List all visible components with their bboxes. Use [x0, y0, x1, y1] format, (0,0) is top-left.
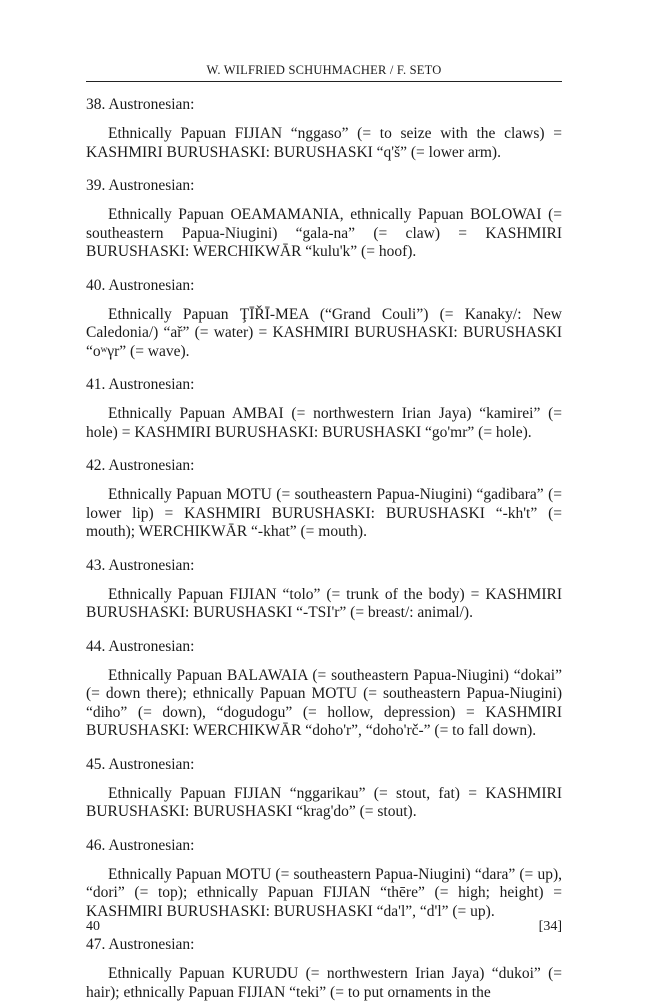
entry-47	[86, 935, 562, 1002]
entry-39	[86, 176, 562, 262]
entry-text: Ethnically Papuan FIJIAN “tolo” (= trunk of the body) = KASHMIRI BURUSHASKI: BURUSHASKI “-TSI'r” (= breast/: animal/).	[86, 585, 562, 621]
entry-number: 40. Austronesian:	[86, 276, 195, 294]
entry-text: Ethnically Papuan AMBAI (= northwestern Irian Jaya) “kamirei” (= hole) = KASHMIRI BURUSHASKI: BURUSHASKI “go'mr” (= hole).	[86, 405, 562, 441]
entry-number: 41. Austronesian:	[86, 376, 195, 393]
entry-number: 43. Austronesian:	[86, 556, 195, 574]
entry-41	[86, 375, 562, 442]
page-number: 40	[86, 919, 100, 934]
entry-40	[86, 276, 562, 362]
entry-text: Ethnically Papuan KURUDU (= northwestern Irian Jaya) “dukoi” (= hair); ethnically Papuan FIJIAN “teki” (= to put ornaments in the	[86, 965, 562, 1001]
entry-number: 45. Austronesian:	[86, 755, 195, 773]
entry-number: 38. Austronesian:	[86, 96, 195, 113]
page-reference: [34]	[538, 919, 562, 934]
entry-text: Ethnically Papuan MOTU (= southeastern Papua-Niugini) “dara” (= up), “dori” (= top); ethnically Papuan FIJIAN “thēre” (= high; height) = KASHMIRI BURUSHASKI: BURUSHASKI “da'l”, “d'l” (= up).	[86, 865, 562, 920]
entry-43	[86, 556, 562, 623]
entry-42	[86, 456, 562, 542]
entry-number: 46. Austronesian:	[86, 836, 195, 854]
entry-46	[86, 836, 562, 922]
entry-text: Ethnically Papuan ŢĪŘĪ-MEA (“Grand Couli”) (= Kanaky/: New Caledonia/) “ař” (= water) = KASHMIRI BURUSHASKI: BURUSHASKI “oʷγr” (= wave).	[86, 305, 562, 360]
entry-number: 39. Austronesian:	[86, 177, 195, 194]
entry-number: 47. Austronesian:	[86, 936, 195, 953]
entry-number: 44. Austronesian:	[86, 637, 195, 655]
entry-text: Ethnically Papuan MOTU (= southeastern Papua-Niugini) “gadibara” (= lower lip) = KASHMIRI BURUSHASKI: BURUSHASKI “-kh't” (= mouth); WERCHIKWĀR “-khat” (= mouth).	[86, 486, 562, 540]
entry-text: Ethnically Papuan OEAMAMANIA, ethnically Papuan BOLOWAI (= southeastern Papua-Niugini) “gala-na” (= claw) = KASHMIRI BURUSHASKI: WERCHIKWĀR “kulu'k” (= hoof).	[86, 206, 562, 260]
entry-text: Ethnically Papuan FIJIAN “nggaso” (= to seize with the claws) = KASHMIRI BURUSHASKI: BURUSHASKI “q'š” (= lower arm).	[86, 125, 562, 161]
page-footer	[86, 918, 562, 936]
entry-38	[86, 95, 562, 162]
entry-text: Ethnically Papuan FIJIAN “nggarikau” (= stout, fat) = KASHMIRI BURUSHASKI: BURUSHASKI “krag'do” (= stout).	[86, 784, 562, 820]
entry-45	[86, 755, 562, 822]
running-head: W. WILFRIED SCHUHMACHER / F. SETO	[86, 62, 562, 82]
entry-number: 42. Austronesian:	[86, 457, 195, 474]
entry-list	[86, 95, 562, 1002]
entry-44	[86, 637, 562, 741]
entry-text: Ethnically Papuan BALAWAIA (= southeastern Papua-Niugini) “dokai” (= down there); ethnically Papuan MOTU (= southeastern Papua-Niugini) “diho” (= down), “dogudogu” (= hollow, depression) = KASHMIRI BURUSHASKI: WERCHIKWĀR “doho'r”, “doho'rč-” (= to fall down).	[86, 666, 562, 739]
page	[86, 62, 562, 1001]
